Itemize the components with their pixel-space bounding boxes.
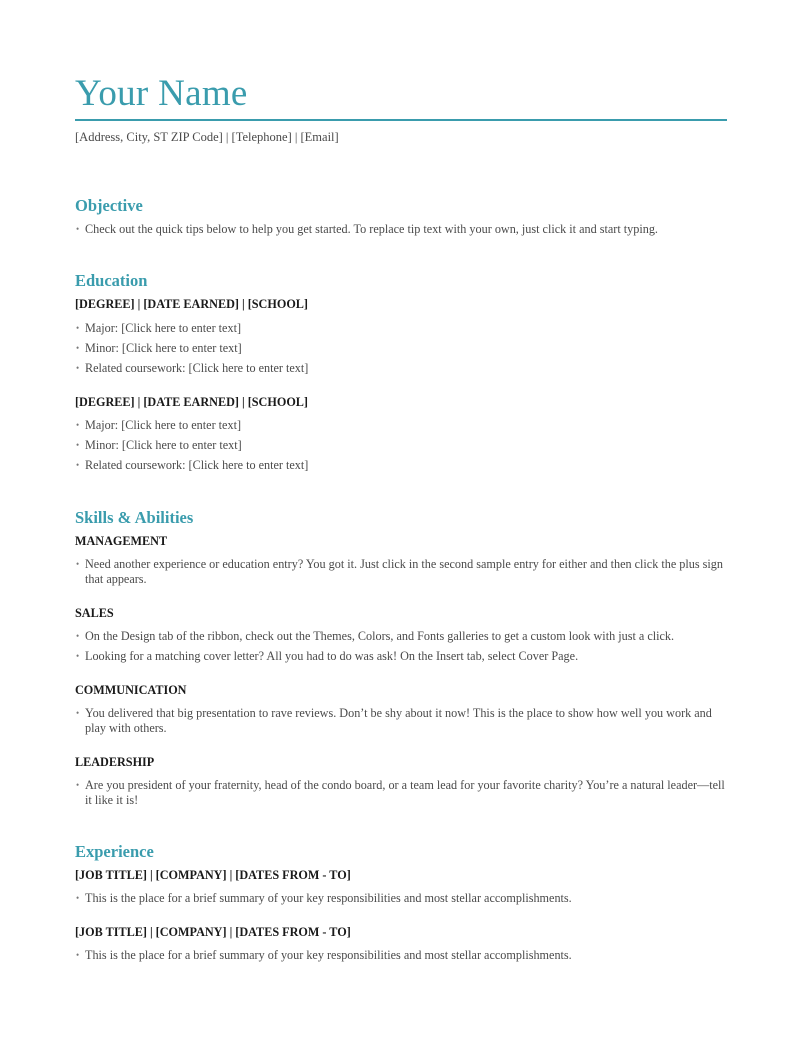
header-divider — [75, 119, 727, 121]
contact-info[interactable]: [Address, City, ST ZIP Code] | [Telephone] | [Email] — [75, 130, 339, 144]
bullet-icon: • — [76, 440, 80, 450]
section-heading-skills: Skills & Abilities — [75, 508, 194, 527]
bullet-icon: • — [76, 651, 80, 661]
candidate-name[interactable]: Your Name — [75, 73, 248, 114]
bullet-icon: • — [76, 893, 80, 903]
section-heading-objective: Objective — [75, 196, 143, 215]
experience-entry-heading[interactable]: [JOB TITLE] | [COMPANY] | [DATES FROM - TO] — [75, 925, 351, 939]
education-entry-heading[interactable]: [DEGREE] | [DATE EARNED] | [SCHOOL] — [75, 297, 308, 311]
skill-bullet[interactable]: • You delivered that big presentation to rave reviews. Don’t be shy about it now! This is the place to show how well you work and play with others. — [76, 706, 712, 735]
education-bullet[interactable]: • Major: [Click here to enter text] — [76, 321, 242, 335]
skill-bullet[interactable]: • Need another experience or education entry? You got it. Just click in the second sample entry for either and then click the plus sign that appears. — [76, 557, 723, 586]
skill-group-heading[interactable]: COMMUNICATION — [75, 683, 187, 697]
bullet-icon: • — [76, 950, 80, 960]
skill-group-heading[interactable]: SALES — [75, 606, 114, 620]
bullet-icon: • — [76, 631, 80, 641]
objective-bullet[interactable]: • Check out the quick tips below to help you get started. To replace tip text with your own, just click it and start typing. — [76, 222, 658, 236]
section-heading-education: Education — [75, 271, 148, 290]
bullet-icon: • — [76, 323, 80, 333]
skill-bullet[interactable]: • Looking for a matching cover letter? All you had to do was ask! On the Insert tab, select Cover Page. — [76, 649, 579, 663]
bullet-icon: • — [76, 780, 80, 790]
education-entry-heading[interactable]: [DEGREE] | [DATE EARNED] | [SCHOOL] — [75, 395, 308, 409]
bullet-icon: • — [76, 224, 80, 234]
section-heading-experience: Experience — [75, 842, 154, 861]
education-bullet[interactable]: • Minor: [Click here to enter text] — [76, 438, 242, 452]
bullet-icon: • — [76, 420, 80, 430]
skill-group-heading[interactable]: MANAGEMENT — [75, 534, 168, 548]
experience-bullet[interactable]: • This is the place for a brief summary of your key responsibilities and most stellar accomplishments. — [76, 891, 572, 905]
experience-bullet[interactable]: • This is the place for a brief summary of your key responsibilities and most stellar accomplishments. — [76, 948, 572, 962]
skill-bullet[interactable]: • On the Design tab of the ribbon, check out the Themes, Colors, and Fonts galleries to get a custom look with just a click. — [76, 629, 675, 643]
education-bullet[interactable]: • Major: [Click here to enter text] — [76, 418, 242, 432]
bullet-icon: • — [76, 708, 80, 718]
education-bullet[interactable]: • Related coursework: [Click here to enter text] — [76, 361, 309, 375]
skill-group-heading[interactable]: LEADERSHIP — [75, 755, 155, 769]
bullet-icon: • — [76, 363, 80, 373]
bullet-icon: • — [76, 460, 80, 470]
bullet-icon: • — [76, 343, 80, 353]
bullet-icon: • — [76, 559, 80, 569]
skill-bullet[interactable]: • Are you president of your fraternity, head of the condo board, or a team lead for your favorite charity? You’re a natural leader—tell it like it is! — [76, 778, 725, 807]
education-bullet[interactable]: • Related coursework: [Click here to enter text] — [76, 458, 309, 472]
education-bullet[interactable]: • Minor: [Click here to enter text] — [76, 341, 242, 355]
experience-entry-heading[interactable]: [JOB TITLE] | [COMPANY] | [DATES FROM - TO] — [75, 868, 351, 882]
